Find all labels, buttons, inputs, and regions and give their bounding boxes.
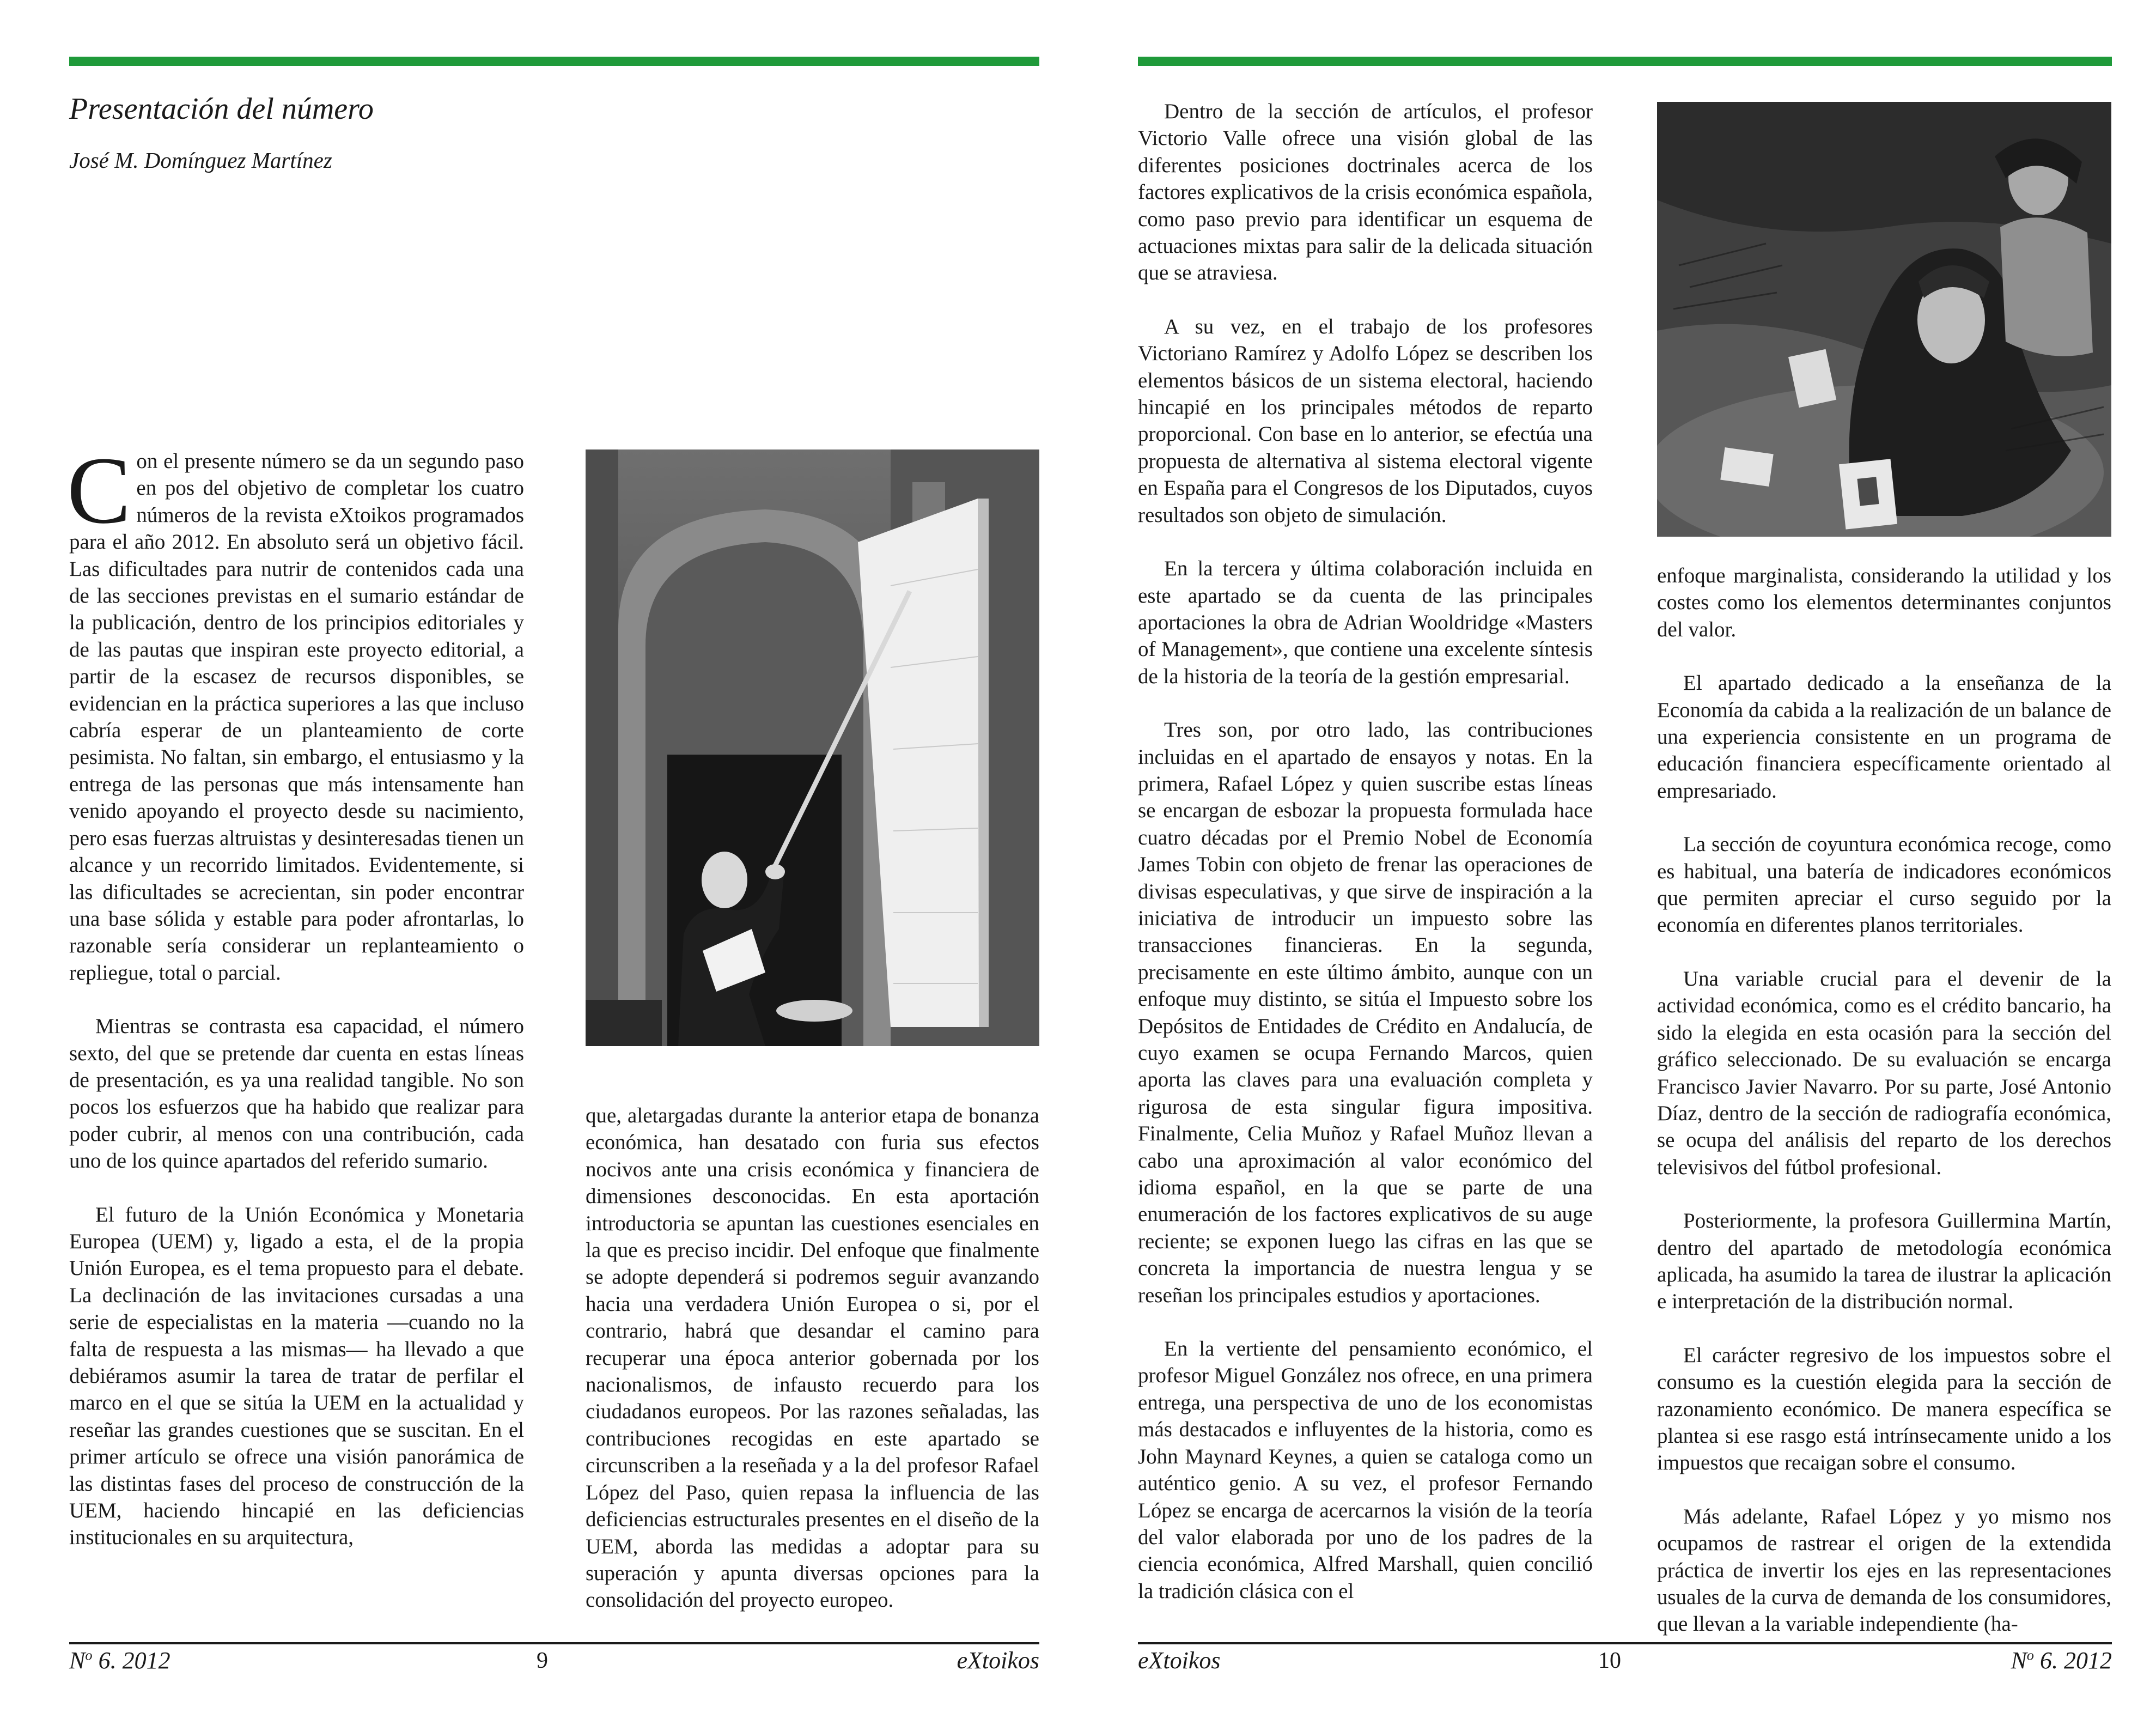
paragraph: El carácter regresivo de los impuestos sobre el consumo es la cuestión elegida para la sección de razonamiento económico. De manera específica se plantea si ese rasgo está intrínsecamente unido a los impuestos que recaigan sobre el consumo. (1657, 1343, 2111, 1475)
paragraph: En la vertiente del pensamiento económico, el profesor Miguel González nos ofrece, en una primera entrega, una perspectiva de uno de los economistas más destacados e influyentes de la historia, como es John Maynard Keynes, a quien se cataloga como un auténtico genio. A su vez, el profesor Fernando López se encarga de acercarnos la visión de la teoría del valor elaborada por uno de los padres de la ciencia económica, Alfred Marshall, quien concilió la tradición clásica con el (1138, 1337, 1593, 1603)
paragraph: Con el presente número se da un segundo paso en pos del objetivo de completar los cuatro números de la revista eXtoikos programados para el año 2012. En absoluto será un objetivo fácil. Las dificultades para nutrir de contenidos cada una de las secciones previstas en el sumario estándar de la publicación, dentro de los principios editoriales y de las pautas que inspiran este proyecto editorial, a partir de la escasez de recursos disponibles, se evidencian en la práctica superiores a las que incluso cabría esperar de un planteamiento de corte pesimista. No faltan, sin embargo, el entusiasmo y la entrega de las personas que más intensamente han venido apoyando el proyecto desde su nacimiento, pero esas fuerzas altruistas y desinteresadas tienen un alcance y un recorrido limitados. Evidentemente, si las dificultades se acrecientan, sin poder encontrar una base sólida y estable para poder afrontarlas, lo razonable sería considerar un replanteamiento o repliegue, total o parcial. (67, 438, 524, 985)
top-green-rule (69, 57, 1039, 66)
paragraph: que, aletargadas durante la anterior etapa de bonanza económica, han desatado con furia sus efectos nocivos ante una crisis económica y financiera de dimensiones desconocidas. En esta aportación introductoria se apuntan las cuestiones esenciales en la que es preciso incidir. Del enfoque que finalmente se adopte dependerá si podremos seguir avanzando hacia una verdadera Unión Europea o si, por el contrario, habrá que desandar el camino para recuperar una época anterior gobernada por los nacionalismos, de infausto recuerdo para los ciudadanos europeos. Por las razones señaladas, las contribuciones recogidas en este apartado se circunscriben a la reseñada y a la del profesor Rafael López del Paso, quien repasa la influencia de las deficiencias estructurales presentes en el diseño de la UEM, aborda las medidas a adoptar para su superación y apunta diversas opciones para la consolidación del proyecto europeo. (586, 1104, 1039, 1612)
paragraph: Una variable crucial para el devenir de la actividad económica, como es el crédito bancario, ha sido la elegida en esta ocasión para la sección del gráfico seleccionado. De su evaluación se encarga Francisco Javier Navarro. Por su parte, José Antonio Díaz, dentro de la sección de radiografía económica, se ocupa del análisis del reparto de los derechos televisivos del fútbol profesional. (1657, 967, 2111, 1179)
paragraph: Dentro de la sección de artículos, el profesor Victorio Valle ofrece una visión global de las diferentes posiciones doctrinales acerca de los factores explicativos de la crisis económica española, como paso previo para identificar un esquema de actuaciones mixtas para salir de la delicada situación que se atraviesa. (1138, 100, 1593, 285)
historical-photo-man-pointing-at-chart (586, 449, 1039, 1046)
paragraph: Tres son, por otro lado, las contribuciones incluidas en el apartado de ensayos y notas. En la primera, Rafael López y quien suscribe estas líneas se encargan de esbozar la propuesta formulada hace cuatro décadas por el Premio Nobel de Economía James Tobin con objeto de frenar las operaciones de divisas especulativas, y que sirve de inspiración a la iniciativa de introducir un impuesto sobre las transacciones financieras. En la segunda, precisamente en este último ámbito, aunque con un enfoque muy distinto, se sitúa el Impuesto sobre los Depósitos de Entidades de Crédito en Andalucía, de cuyo examen se ocupa Fernando Marcos, quien aporta las claves para una evaluación completa y rigurosa de esta singular figura impositiva. Finalmente, Celia Muñoz y Rafael Muñoz llevan a cabo una aproximación al valor económico del idioma español, en la que se parte de una enumeración de los factores explicativos de su auge reciente; se exponen luego las cifras en las que se concreta la importancia de nuestra lengua y se reseñan los principales estudios y aportaciones. (1138, 718, 1593, 1307)
paragraph: En la tercera y última colaboración incluida en este apartado se da cuenta de las principales aportaciones la obra de Adrian Wooldridge «Masters of Management», que contiene una excelente síntesis de la historia de la teoría de la gestión empresarial. (1138, 557, 1593, 688)
top-green-rule (1138, 57, 2112, 66)
footer-rule (1138, 1642, 2112, 1644)
left-column-1 (67, 438, 524, 1578)
paragraph: Mientras se contrasta esa capacidad, el número sexto, del que se pretende dar cuenta en estas líneas de presentación, es ya una realidad tangible. No son pocos los esfuerzos que ha habido que realizar para poder cubrir, al menos con una contribución, cada uno de los quince apartados del referido sumario. (69, 1015, 524, 1173)
paragraph: Más adelante, Rafael López y yo mismo nos ocupamos de rastrear el origen de la extendida práctica de invertir los ejes en las representaciones usuales de la curva de demanda de los consumidores, que llevan a la variable independiente (ha- (1657, 1504, 2111, 1636)
right-column-2 (1657, 562, 2111, 1665)
drop-cap: C (67, 438, 131, 544)
left-column-2 (586, 1102, 1039, 1641)
drawing-illustration (1657, 102, 2111, 537)
right-page (1078, 0, 2156, 1713)
article-author: José M. Domínguez Martínez (69, 148, 332, 173)
artwork-card-reader-drawing (1657, 102, 2111, 537)
paragraph: Posteriormente, la profesora Guillermina Martín, dentro del apartado de metodología económica aplicada, ha asumido la tarea de ilustrar la aplicación e interpretación de la distribución normal. (1657, 1209, 2111, 1314)
paragraph: A su vez, en el trabajo de los profesores Victoriano Ramírez y Adolfo López se describen los elementos básicos de un sistema electoral, haciendo hincapié en los principales métodos de reparto proporcional. Con base en lo anterior, se efectúa una propuesta de alternativa al sistema electoral vigente en España para el Congresos de los Diputados, cuyos resultados son objeto de simulación. (1138, 314, 1593, 527)
footer-issue: $N^o$ 6. 2012 (69, 1647, 170, 1674)
paragraph: El futuro de la Unión Económica y Monetaria Europea (UEM) y, ligado a esta, el de la propia Unión Europea, es el tema propuesto para el debate. La declinación de las invitaciones cursadas a una serie de especialistas en la materia —cuando no la falta de respuesta a las mismas— ha llevado a que debiéramos asumir la tarea de tratar de perfilar el marco en el que se sitúa la UEM en la actualidad y reseñar las grandes cuestiones que se suscitan. En el primer artículo se ofrece una visión panorámica de las distintas fases del proceso de construcción de la UEM, haciendo hincapié en las deficiencias institucionales en su arquitectura, (69, 1202, 524, 1550)
paragraph: enfoque marginalista, considerando la utilidad y los costes como los elementos determinantes conjuntos del valor. (1657, 564, 2111, 641)
footer-journal: eXtoikos (1138, 1647, 1221, 1674)
article-title: Presentación del número (69, 92, 374, 126)
footer-rule (69, 1642, 1039, 1644)
footer-journal: eXtoikos (957, 1647, 1039, 1674)
footer-issue: $N^o$ 6. 2012 (2011, 1647, 2112, 1674)
right-column-1 (1138, 98, 1593, 1631)
page-number: 10 (1598, 1648, 1621, 1673)
paragraph: La sección de coyuntura económica recoge, como es habitual, una batería de indicadores económicos que permiten apreciar el curso seguido por la economía en diferentes planos territoriales. (1657, 833, 2111, 937)
paragraph: El apartado dedicado a la enseñanza de la Economía da cabida a la realización de un balance de una experiencia consistente en un programa de educación financiera específicamente orientado al empresariado. (1657, 671, 2111, 803)
photo-illustration (586, 449, 1039, 1046)
page-number: 9 (537, 1648, 548, 1673)
